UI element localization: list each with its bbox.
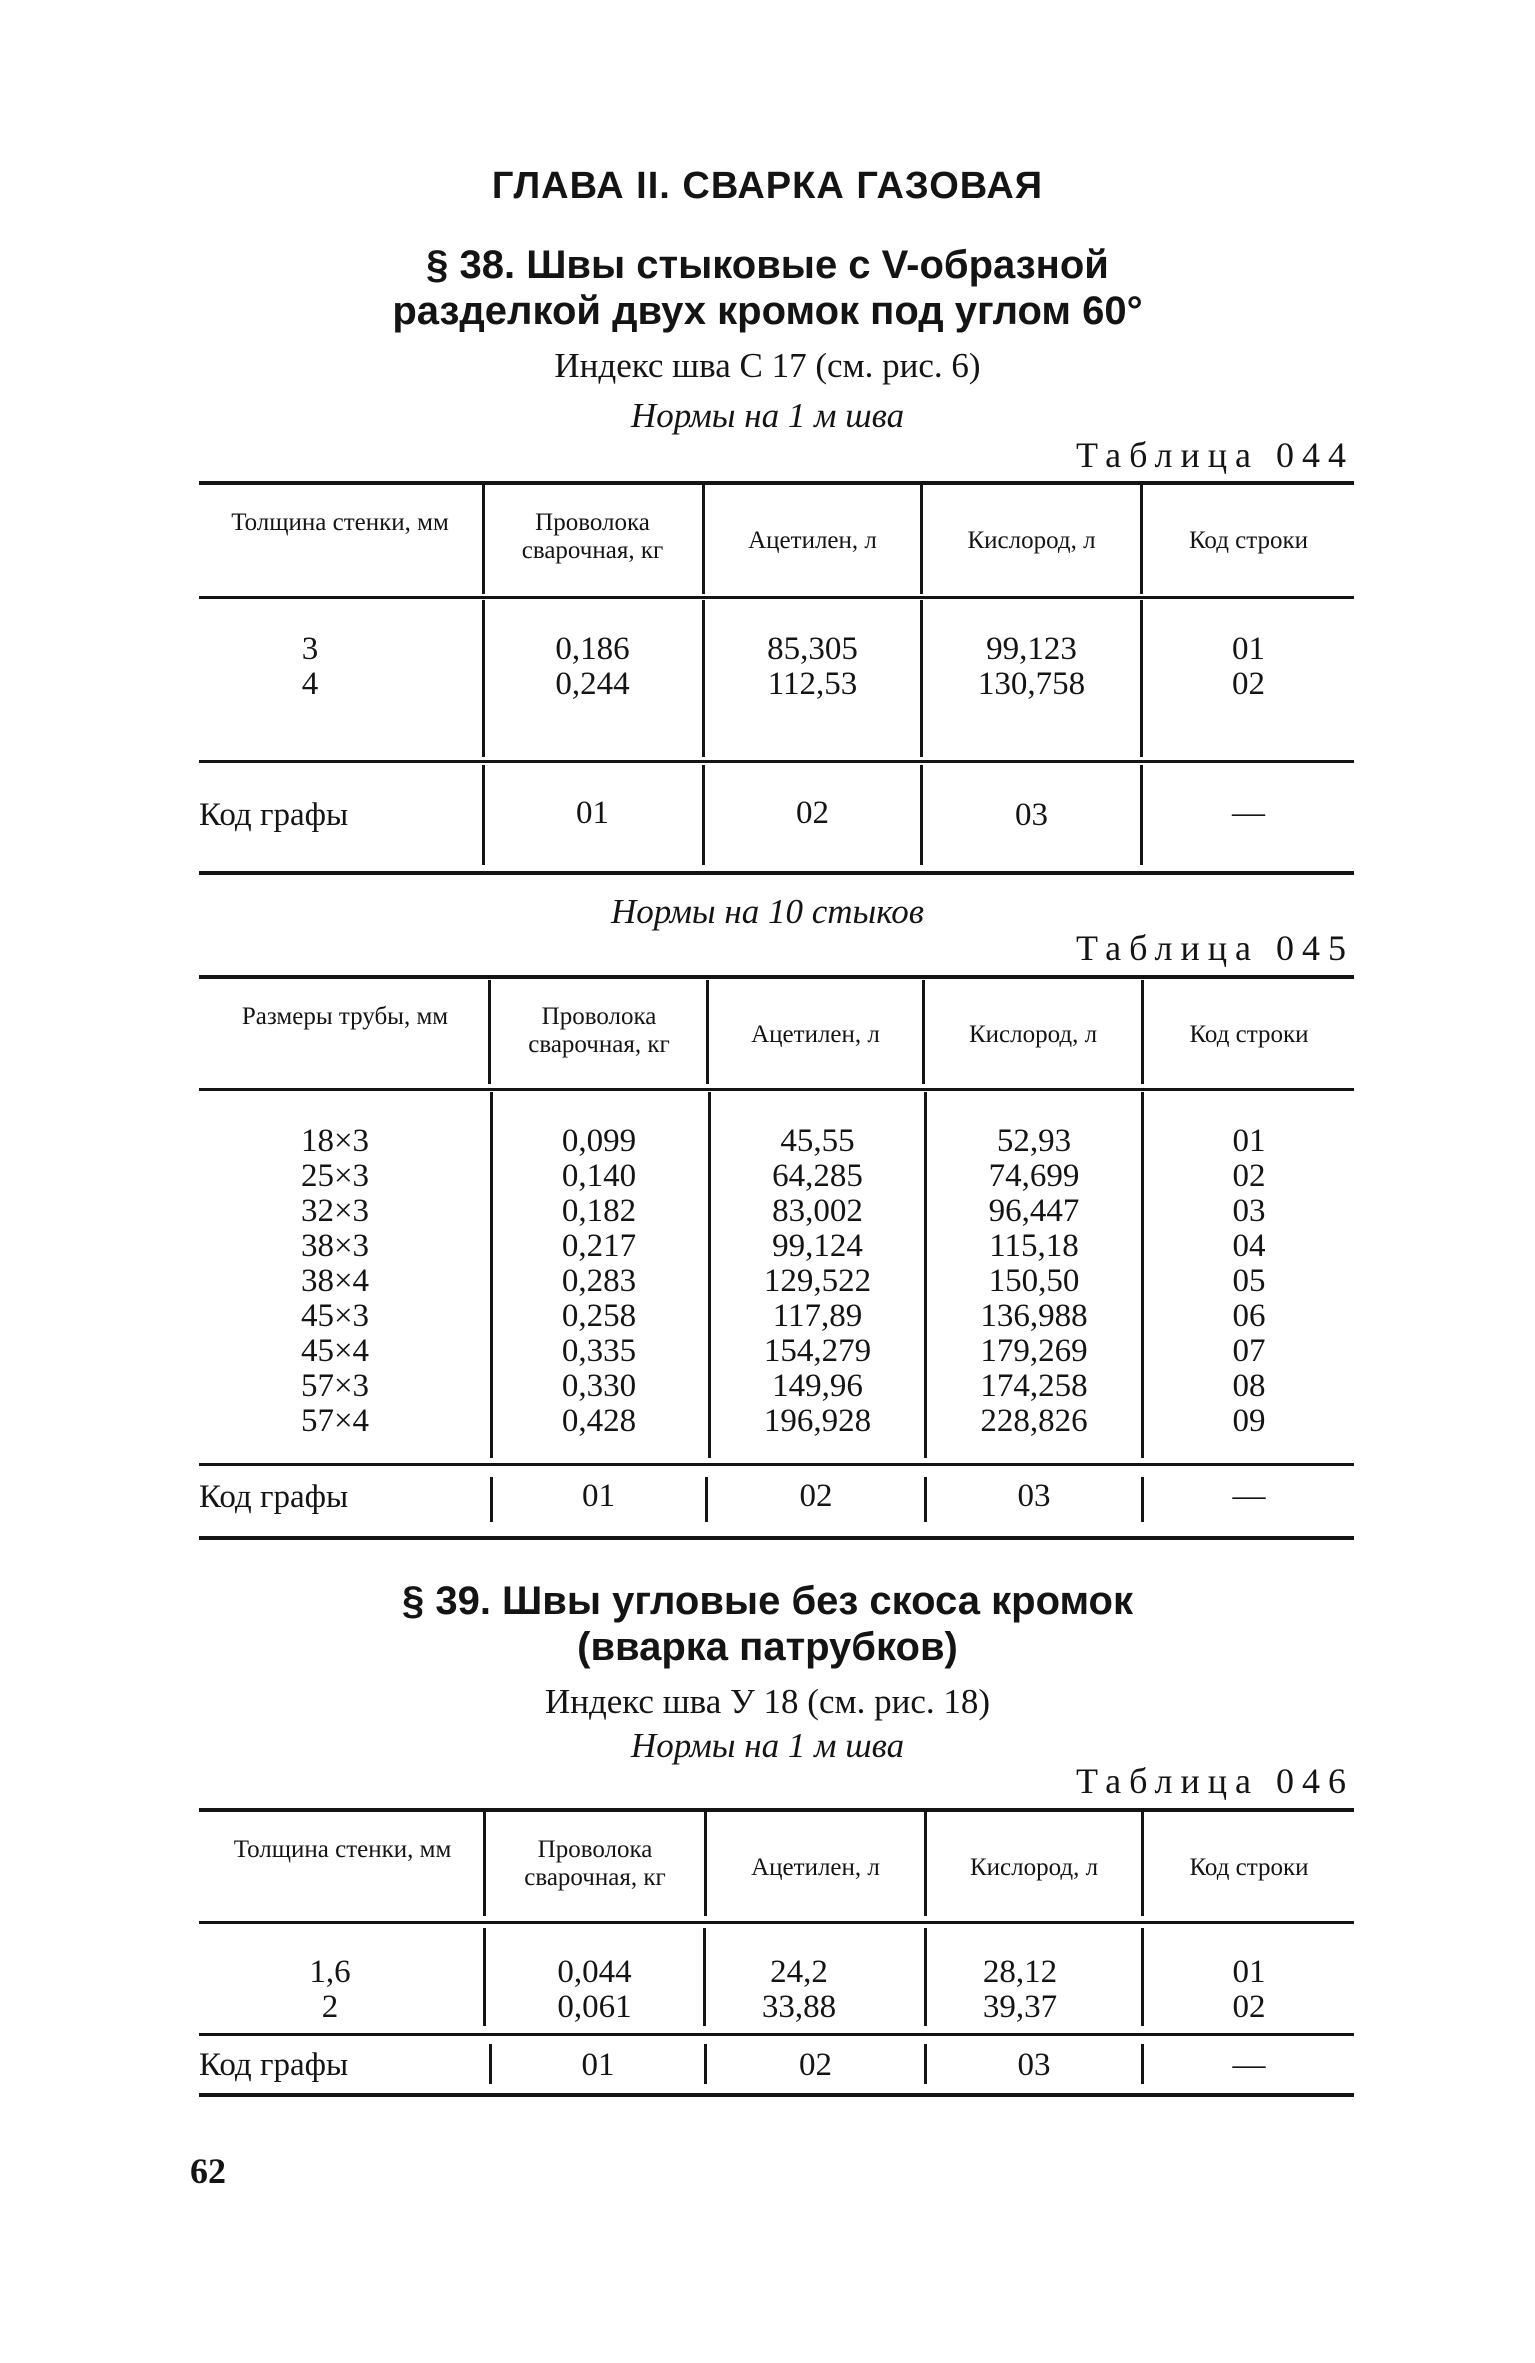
table-045-code-wire: 01 xyxy=(582,1478,615,1514)
section-38-norms: Нормы на 1 м шва xyxy=(630,396,905,435)
table-046-code-row: — xyxy=(1232,2047,1266,2083)
table-044-header-oxygen: Кислород, л xyxy=(967,527,1096,554)
table-044-label: Таблица 044 xyxy=(1076,435,1354,475)
section-39-title-line1: § 39. Швы угловые без скоса кромок xyxy=(401,1579,1134,1623)
table-044-header-acetylene: Ацетилен, л xyxy=(748,527,877,554)
table-046-code-wire: 01 xyxy=(581,2047,615,2083)
section-38-index: Индекс шва С 17 (см. рис. 6) xyxy=(554,346,981,385)
table-045-header-row-code: Код строки xyxy=(1189,1021,1309,1048)
table-044-code-oxygen: 03 xyxy=(1015,797,1048,833)
table-045-top-rule xyxy=(199,975,1354,979)
chapter-title: ГЛАВА II. СВАРКА ГАЗОВАЯ xyxy=(491,165,1044,207)
table-044-header-rule xyxy=(199,596,1354,599)
table-045-label: Таблица 045 xyxy=(1076,928,1354,968)
table-045-col-acetylene: 45,55 64,285 83,002 99,124 129,522 117,89 154,279 149,96 196,928 xyxy=(763,1123,872,1439)
table-046-label: Таблица 046 xyxy=(1076,1761,1354,1801)
table-044-col-oxygen: 99,123 130,758 xyxy=(977,631,1086,702)
table-044-header-thickness: Толщина стенки, мм xyxy=(231,509,449,536)
table-044-col-row-code: 01 02 xyxy=(1232,631,1265,702)
table-046-col-thickness: 1,6 2 xyxy=(309,1954,351,2025)
section-38-title-line2: разделкой двух кромок под углом 60° xyxy=(392,289,1143,333)
table-045-body-rule xyxy=(199,1463,1354,1466)
page-number: 62 xyxy=(190,2151,226,2191)
table-046-header-thickness: Толщина стенки, мм xyxy=(233,1836,452,1863)
table-045-code-row: — xyxy=(1232,1478,1266,1514)
section-39-index: Индекс шва У 18 (см. рис. 18) xyxy=(544,1682,991,1721)
table-046-col-wire: 0,044 0,061 xyxy=(557,1954,632,2025)
table-045-code-acetylene: 02 xyxy=(799,1478,833,1514)
table-044-code-acetylene: 02 xyxy=(796,795,829,831)
table-045-col-row-code: 01 02 03 04 05 06 07 08 09 xyxy=(1232,1123,1266,1439)
section-38-title-line1: § 38. Швы стыковые с V-образной xyxy=(426,243,1109,287)
table-044-code-row: — xyxy=(1232,795,1265,831)
table-045-header-acetylene: Ацетилен, л xyxy=(751,1021,880,1048)
table-045-header-pipe-size: Размеры трубы, мм xyxy=(241,1003,449,1030)
table-044-header-row-code: Код строки xyxy=(1188,527,1309,554)
section-39-title-line2: (вварка патрубков) xyxy=(577,1625,958,1669)
table-044-top-rule xyxy=(199,481,1354,485)
table-046-code-acetylene: 02 xyxy=(799,2047,832,2083)
table-045-code-oxygen: 03 xyxy=(1017,1478,1051,1514)
table-046-bottom-rule xyxy=(199,2093,1354,2097)
table-044-col-acetylene: 85,305 112,53 xyxy=(767,631,858,702)
table-044-col-wire: 0,186 0,244 xyxy=(555,631,630,702)
table-044-col-thickness: 3 4 xyxy=(301,631,319,702)
table-046-header-rule xyxy=(199,1921,1354,1924)
table-046-header-oxygen: Кислород, л xyxy=(969,1854,1099,1881)
table-044-header-wire: Проволока сварочная, кг xyxy=(521,509,664,564)
table-045-col-oxygen: 52,93 74,699 96,447 115,18 150,50 136,988 179,269 174,258 228,826 xyxy=(980,1123,1088,1439)
divider xyxy=(488,980,491,1084)
table-046-code-oxygen: 03 xyxy=(1017,2047,1051,2083)
table-046-col-oxygen: 28,12 39,37 xyxy=(982,1954,1058,2025)
table-045-header-oxygen: Кислород, л xyxy=(968,1021,1098,1048)
table-046-header-wire: Проволока сварочная, кг xyxy=(524,1836,666,1891)
table-046-col-acetylene: 24,2 33,88 xyxy=(761,1954,837,2025)
table-046-header-row-code: Код строки xyxy=(1189,1854,1309,1881)
table-044-bottom-rule xyxy=(199,871,1354,875)
table-046-col-row-code: 01 02 xyxy=(1232,1954,1266,2025)
table-046-code-label: Код графы xyxy=(199,2047,349,2083)
table-045-header-wire: Проволока сварочная, кг xyxy=(528,1003,670,1058)
table-045-header-rule xyxy=(199,1088,1354,1091)
table-044-code-wire: 01 xyxy=(576,795,609,831)
table-045-code-label: Код графы xyxy=(199,1479,349,1515)
table-045-bottom-rule xyxy=(199,1536,1354,1540)
table-044-code-label: Код графы xyxy=(199,797,349,833)
table-046-body-rule xyxy=(199,2033,1354,2036)
section-39-norms: Нормы на 1 м шва xyxy=(630,1726,905,1765)
table-045-col-pipe-size: 18×3 25×3 32×3 38×3 38×4 45×3 45×4 57×3 57×4 xyxy=(300,1123,370,1439)
table-046-top-rule xyxy=(199,1808,1354,1812)
table-045-col-wire: 0,099 0,140 0,182 0,217 0,283 0,258 0,335 0,330 0,428 xyxy=(561,1123,637,1439)
table-044-body-rule xyxy=(199,760,1354,763)
table-045-norms: Нормы на 10 стыков xyxy=(611,892,924,931)
table-046-header-acetylene: Ацетилен, л xyxy=(751,1854,880,1881)
